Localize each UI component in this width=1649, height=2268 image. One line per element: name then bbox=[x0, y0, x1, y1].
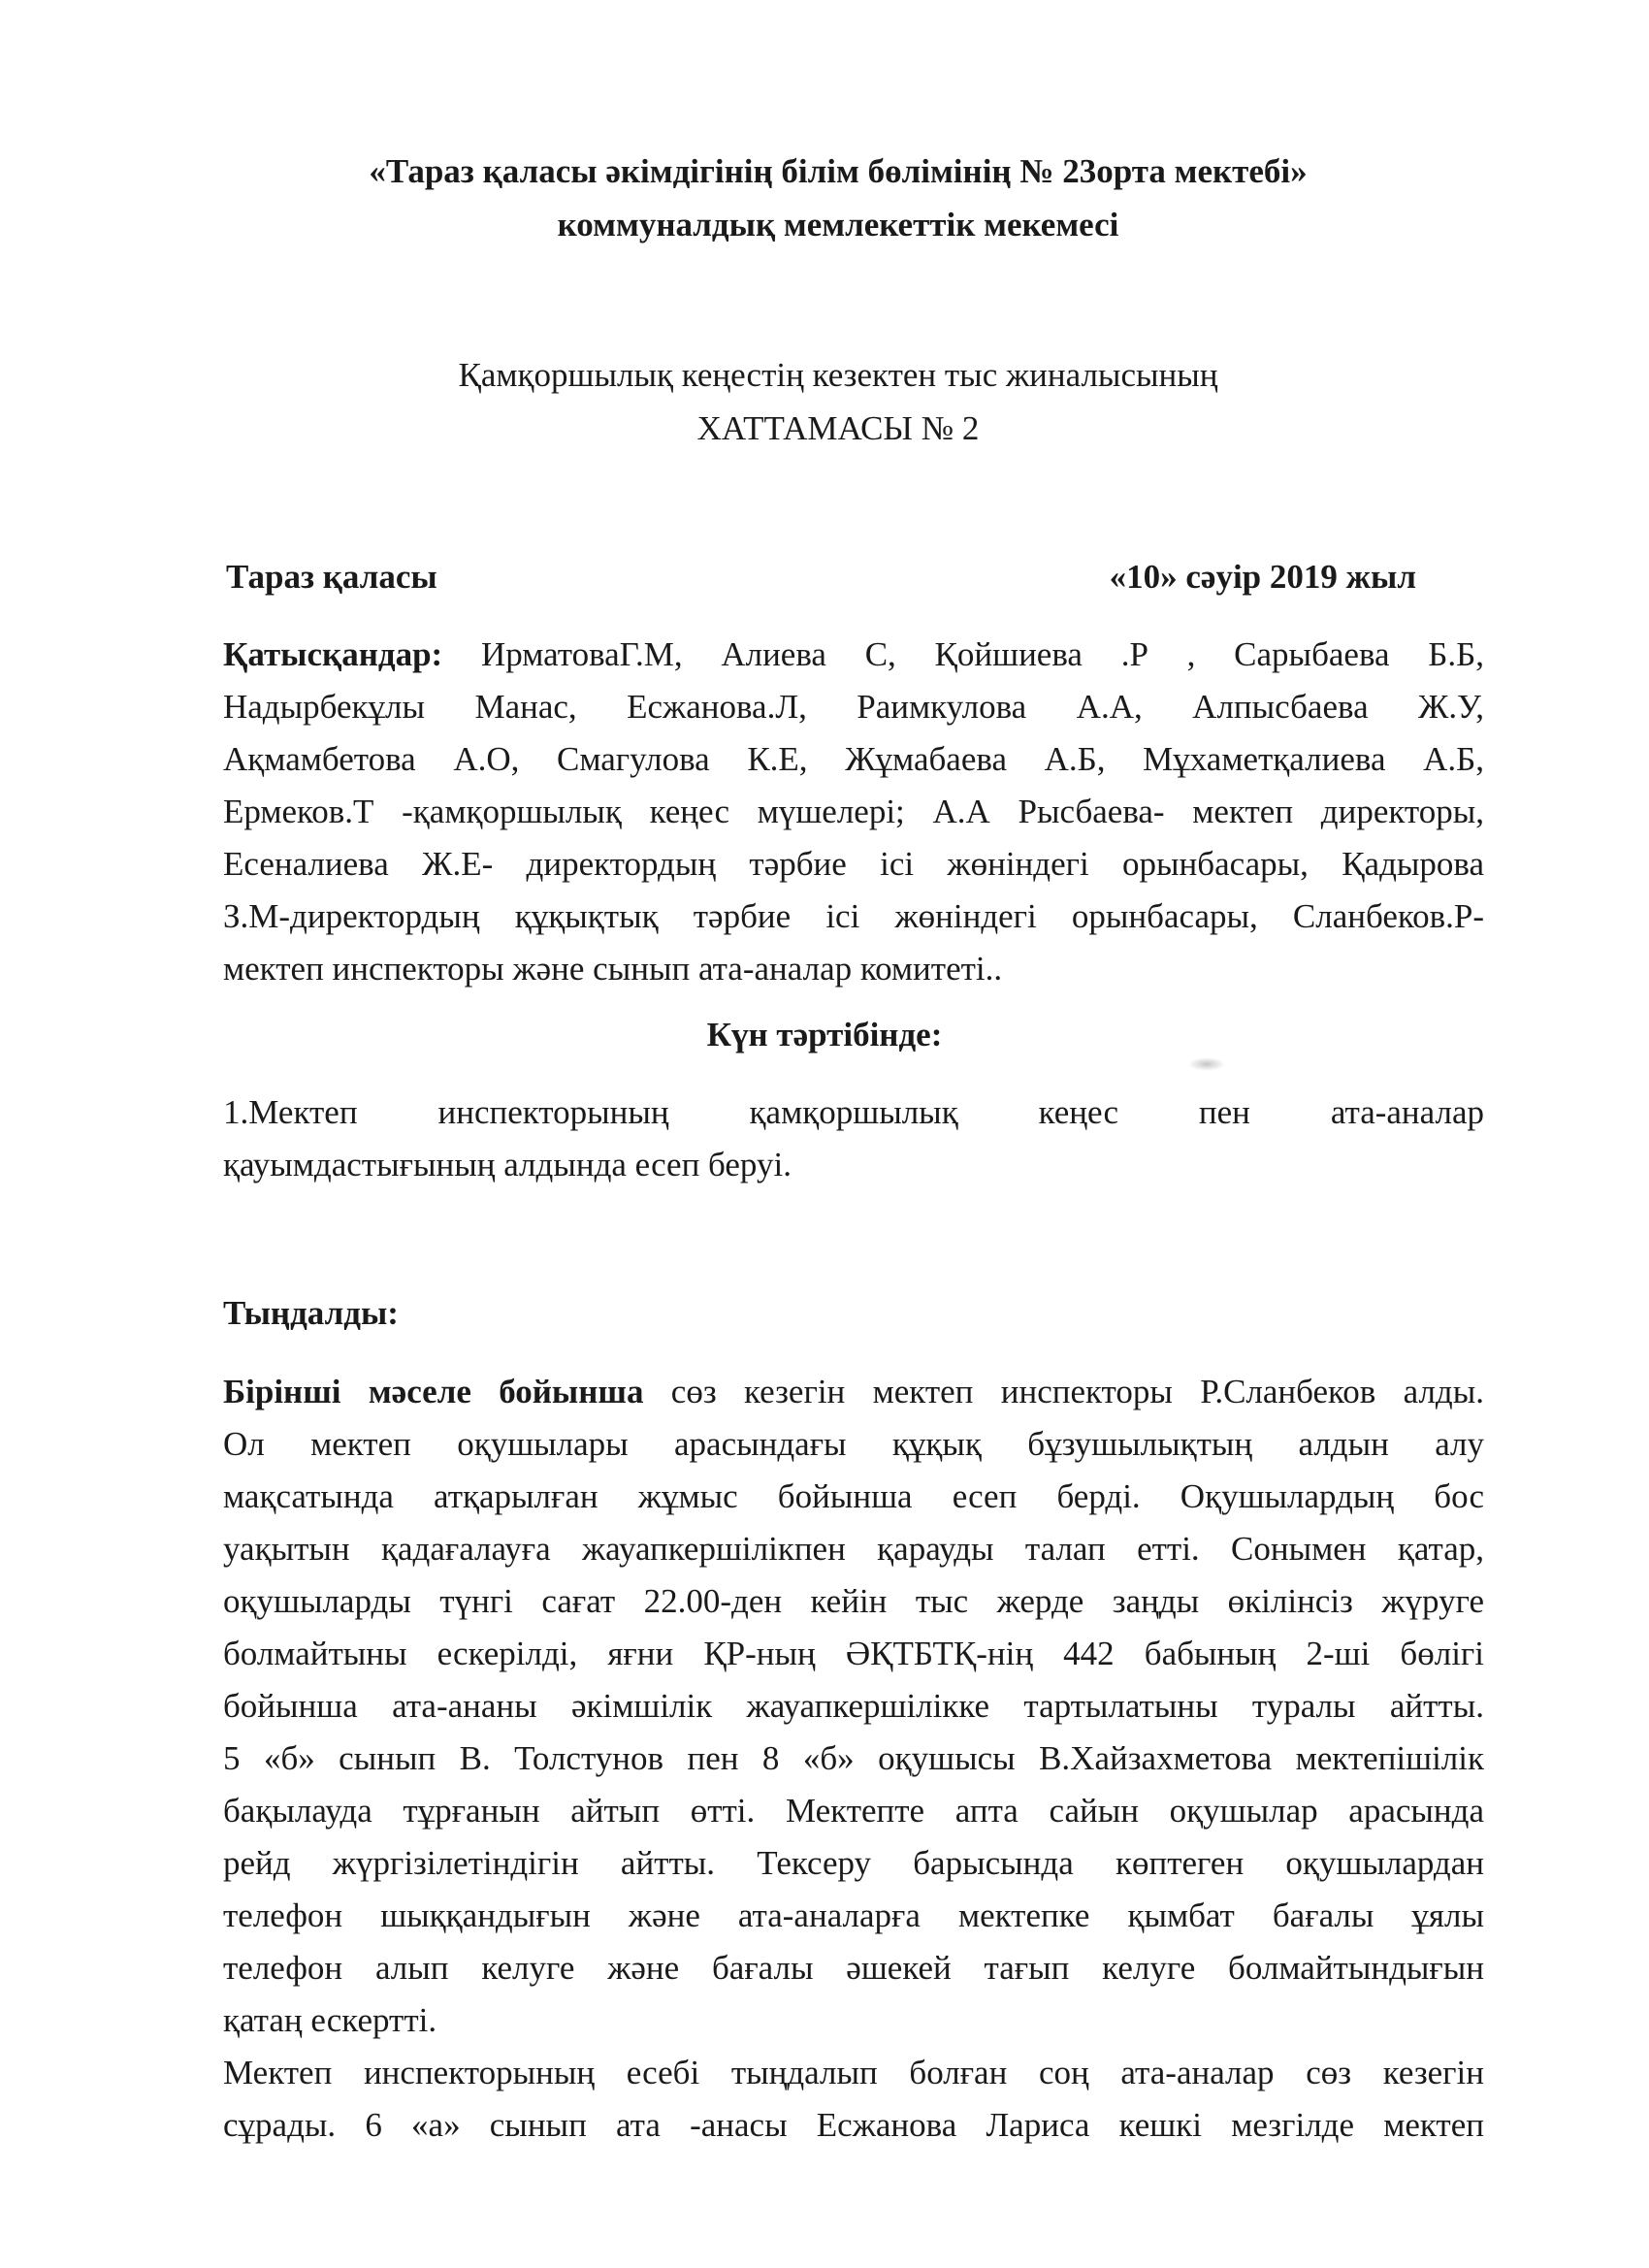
first-issue-paragraph bbox=[223, 1366, 1484, 2047]
first-issue-line: Бірінші мәселе бойынша сөз кезегін мектеп инспекторы Р.Сланбеков алды. bbox=[223, 1373, 1485, 1410]
first-issue-line: оқушыларды түнгі сағат 22.00-ден кейін тыс жерде заңды өкілінсіз жүруге bbox=[223, 1582, 1484, 1620]
first-issue-label: Бірінші мәселе бойынша bbox=[223, 1373, 644, 1410]
participants-line: Есеналиева Ж.Е- директордың тәрбие ісі жөніндегі орынбасары, Қадырова bbox=[223, 845, 1484, 883]
first-issue-line: рейд жүргізілетіндігін айтты. Тексеру барысында көптеген оқушылардан bbox=[223, 1844, 1484, 1882]
agenda-line: 1.Мектеп инспекторының қамқоршылық кеңес пен ата-аналар bbox=[223, 1093, 1484, 1131]
agenda-item bbox=[223, 1086, 1484, 1191]
city-label: Тараз қаласы bbox=[226, 558, 437, 596]
parents-paragraph bbox=[223, 2047, 1484, 2152]
agenda-title: Күн тәртібінде: bbox=[706, 1016, 943, 1053]
header-title-line1: «Тараз қаласы әкімдігінің білім бөлімінің № 23орта мектебі» bbox=[369, 152, 1308, 190]
participants-paragraph bbox=[223, 629, 1484, 995]
first-issue-line: қатаң ескертті. bbox=[223, 2001, 437, 2039]
participants-label: Қатысқандар: bbox=[223, 635, 443, 673]
first-issue-line: Ол мектеп оқушылары арасындағы құқық бұзушылықтың алдын алу bbox=[223, 1425, 1484, 1463]
parents-line: сұрады. 6 «а» сынып ата -анасы Есжанова Лариса кешкі мезгілде мектеп bbox=[223, 2106, 1484, 2144]
date-label: «10» сәуір 2019 жыл bbox=[1109, 558, 1416, 596]
first-issue-line: 5 «б» сынып В. Толстунов пен 8 «б» оқушысы В.Хайзахметова мектепішілік bbox=[223, 1739, 1484, 1777]
first-issue-line: бақылауда тұрғанын айтып өтті. Мектепте апта сайын оқушылар арасында bbox=[223, 1792, 1484, 1830]
participants-line: мектеп инспекторы және сынып ата-аналар комитеті.. bbox=[223, 950, 1003, 988]
first-issue-line: бойынша ата-ананы әкімшілік жауапкершілікке тартылатыны туралы айтты. bbox=[223, 1687, 1484, 1725]
participants-line: Қатысқандар: ИрматоваГ.М, Алиева С, Қойшиева .Р , Сарыбаева Б.Б, bbox=[223, 635, 1484, 673]
first-issue-line: болмайтыны ескерілді, яғни ҚР-ның ӘҚТБТҚ-нің 442 бабының 2-ші бөлігі bbox=[223, 1635, 1484, 1672]
participants-line: Ақмамбетова А.О, Смагулова К.Е, Жұмабаева А.Б, Мұхаметқалиева А.Б, bbox=[223, 740, 1484, 778]
first-issue-line: телефон шыққандығын және ата-аналарға мектепке қымбат бағалы ұялы bbox=[223, 1896, 1484, 1934]
protocol-subtitle: Қамқоршылық кеңестің кезектен тыс жиналысының bbox=[458, 356, 1218, 394]
participants-line: Надырбекұлы Манас, Есжанова.Л, Раимкулова А.А, Алпысбаева Ж.У, bbox=[223, 688, 1484, 726]
participants-line: Ермеков.Т -қамқоршылық кеңес мүшелері; А.А Рысбаева- мектеп директоры, bbox=[223, 793, 1484, 830]
first-issue-line: уақытын қадағалауға жауапкершілікпен қарауды талап етті. Сонымен қатар, bbox=[223, 1530, 1484, 1568]
scan-smudge bbox=[1188, 1057, 1225, 1071]
agenda-line: қауымдастығының алдында есеп беруі. bbox=[223, 1146, 792, 1183]
first-issue-line: мақсатында атқарылған жұмыс бойынша есеп берді. Оқушылардың бос bbox=[223, 1477, 1484, 1515]
protocol-number: ХАТТАМАСЫ № 2 bbox=[696, 409, 980, 447]
participants-line: З.М-директордың құқықтық тәрбие ісі жөніндегі орынбасары, Сланбеков.Р- bbox=[223, 897, 1484, 935]
first-issue-line: телефон алып келуге және бағалы әшекей тағып келуге болмайтындығын bbox=[223, 1949, 1484, 1987]
parents-line: Мектеп инспекторының есебі тыңдалып болған соң ата-аналар сөз кезегін bbox=[223, 2054, 1484, 2091]
listened-title: Тыңдалды: bbox=[223, 1294, 399, 1332]
header-title-line2: коммуналдық мемлекеттік мекемесі bbox=[557, 206, 1119, 243]
